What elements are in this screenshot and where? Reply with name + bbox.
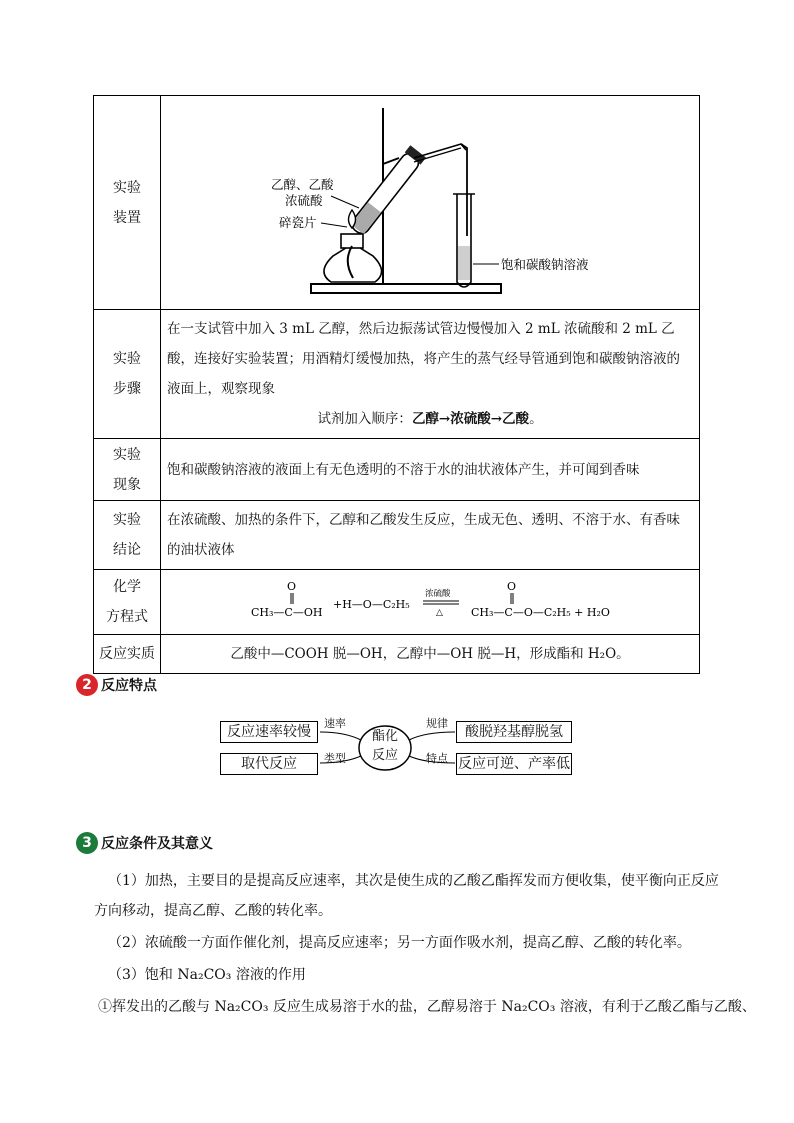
row-label [94,501,161,570]
label-line: 现象 [113,476,141,493]
heat-symbol: △ [436,608,443,618]
box-rate: 反应速率较慢 [220,721,318,743]
section-2-heading [76,674,157,696]
reaction-features-diagram [220,716,574,780]
row-label [94,96,161,310]
chips-label: 碎瓷片 [279,215,317,230]
order-bold: 乙醇→浓硫酸→乙酸 [411,411,530,427]
table-row [94,310,700,439]
section-3-heading [76,832,213,854]
box-type: 取代反应 [220,753,318,775]
solution-label: 饱和碳酸钠溶液 [501,257,589,272]
experiment-table [93,95,700,674]
number-badge: 3 [76,832,98,854]
center-line: 反应 [371,748,398,763]
phenomenon-cell: 饱和碳酸钠溶液的液面上有无色透明的不溶于水的油状液体产生，并可闻到香味 [161,439,700,501]
paragraph-4: ①挥发出的乙酸与 Na₂CO₃ 反应生成易溶于水的盐，乙醇易溶于 Na₂CO₃ 溶液，有利于乙酸乙酯与乙酸、 [98,999,756,1015]
clamp [383,158,399,164]
label-line: 结论 [113,542,141,558]
row-label [94,635,161,674]
chemical-equation [161,570,701,634]
center-label [363,727,407,765]
table-row [94,96,700,310]
steps-text: 在一支试管中加入 3 mL 乙醇，然后边振荡试管边慢慢加入 2 mL 浓硫酸和 2 mL 乙酸，连接好实验装置；用酒精灯缓慢加热，将产生的蒸气经导管通到饱和碳酸钠溶液的液面上，观察现象 [167,321,680,397]
order-suffix: 。 [529,411,543,427]
alcohol-formula: +H—O—C₂H₅ [333,598,410,611]
paragraph-3: （3）饱和 Na₂CO₃ 溶液的作用 [108,967,306,983]
essence-cell: 乙酸中—COOH 脱—OH，乙醇中—OH 脱—H，形成酯和 H₂O。 [161,635,700,674]
apparatus-figure [161,96,701,309]
svg-text:O: O [507,580,517,593]
label-line: 实验 [113,446,141,463]
box-rule: 酸脱羟基醇脱氢 [456,721,572,743]
ester-formula: CH₃—C—O—C₂H₅ + H₂O [471,606,610,619]
number-badge: 2 [76,674,98,696]
reagents-label-2: 浓硫酸 [285,193,323,208]
box-feature: 反应可逆、产率低 [456,753,572,775]
row-label [94,310,161,439]
table-row [94,439,700,501]
section-title: 反应特点 [101,678,157,694]
steps-cell [161,310,700,439]
label-line: 步骤 [113,381,141,397]
link-rate: 速率 [324,717,346,730]
link-feature: 特点 [426,752,448,765]
label-line: 方程式 [106,609,148,625]
center-line: 酯化 [371,729,398,744]
label-line: 实验 [113,179,141,196]
test-tube [348,145,426,237]
reagent-order [167,404,693,434]
paragraph-1: （1）加热，主要目的是提高反应速率，其次是使生成的乙酸乙酯挥发而方便收集，使平衡向正反应方向移动，提高乙醇、乙酸的转化率。 [94,873,719,919]
table-row [94,501,700,570]
catalyst-label: 浓硫酸 [425,589,451,599]
label-line: 实验 [113,512,141,528]
label-line: 实验 [113,351,141,367]
reagents-label-1: 乙醇、乙酸 [271,177,334,192]
conclusion-cell: 在浓硫酸、加热的条件下，乙醇和乙酸发生反应，生成无色、透明、不溶于水、有香味的油状液体 [161,501,700,570]
label-line: 装置 [113,209,141,226]
svg-text:O: O [287,580,297,593]
row-label [94,439,161,501]
table-row [94,635,700,674]
label-line: 化学 [113,579,141,595]
section-title: 反应条件及其意义 [101,836,213,852]
paragraph-2: （2）浓硫酸一方面作催化剂，提高反应速率；另一方面作吸水剂，提高乙醇、乙酸的转化率。 [108,935,691,951]
delivery-tube [414,144,466,158]
order-prefix: 试剂加入顺序： [317,411,412,427]
acid-formula: CH₃—C—OH [251,606,323,619]
label-line: 反应实质 [99,646,155,662]
stand-base [311,284,501,293]
equation-cell [161,570,700,635]
link-rule: 规律 [426,717,448,730]
row-label [94,570,161,635]
apparatus-cell [161,96,700,310]
table-row [94,570,700,635]
link-type: 类型 [324,752,346,765]
